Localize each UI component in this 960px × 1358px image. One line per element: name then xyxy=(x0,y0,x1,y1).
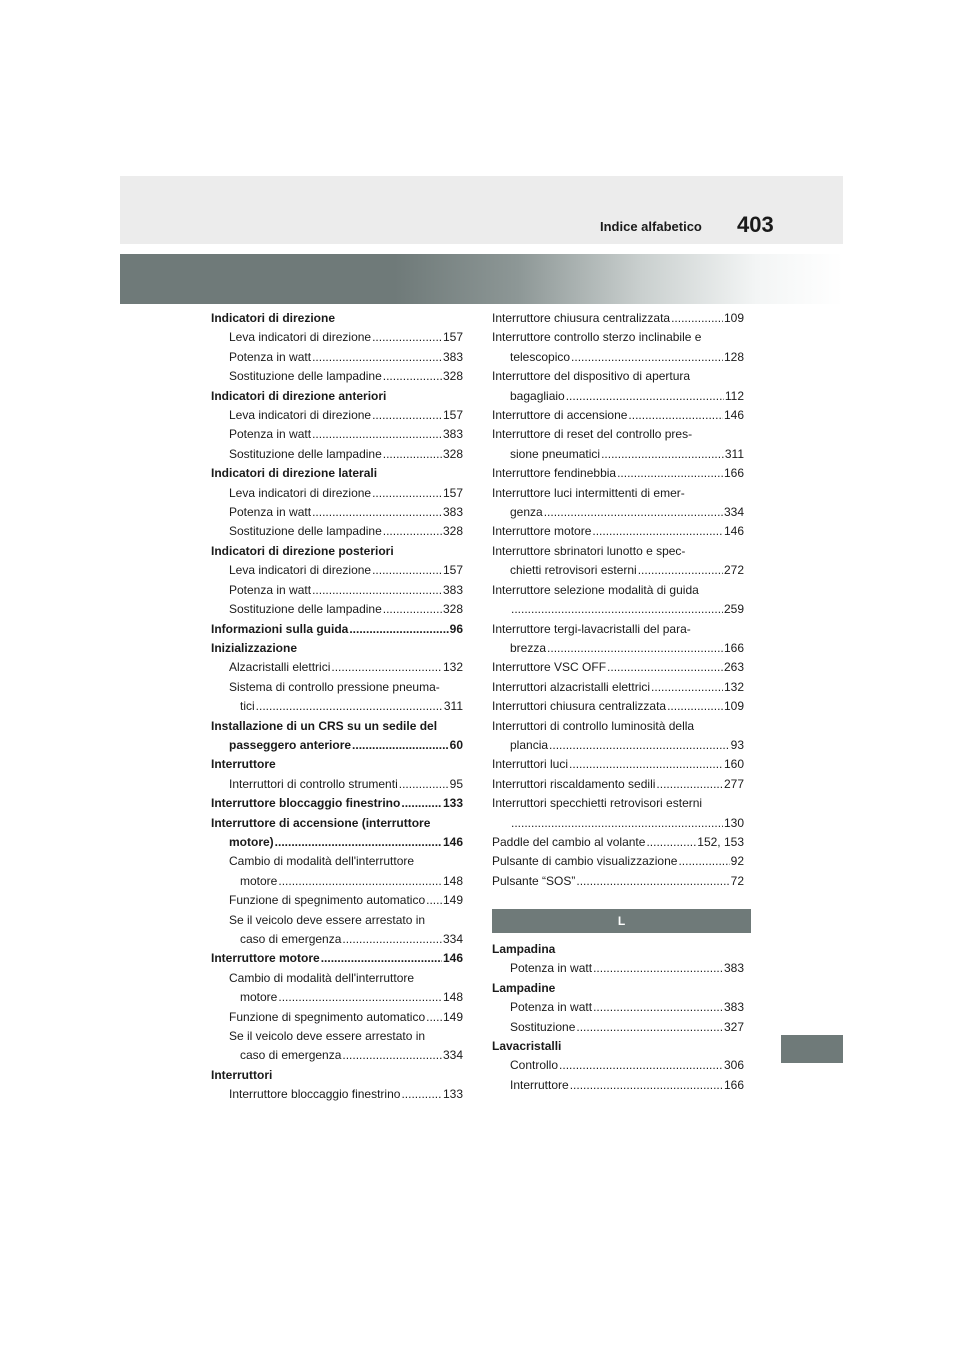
index-entry-text: Interruttore xyxy=(211,757,276,772)
page-reference: 327 xyxy=(723,1019,744,1034)
index-entry-text: Funzione di spegnimento automatico xyxy=(229,893,426,908)
index-entry xyxy=(211,872,463,891)
index-entry-text: Sostituzione delle lampadine xyxy=(229,524,382,539)
index-column-right xyxy=(492,309,744,891)
page-reference: 157 xyxy=(442,485,463,500)
index-entry xyxy=(211,678,463,697)
index-entry xyxy=(492,775,744,794)
index-entry xyxy=(492,736,744,755)
dot-leader xyxy=(372,328,442,347)
index-entry xyxy=(211,522,463,541)
page-reference: 149 xyxy=(442,1009,463,1024)
dot-leader xyxy=(511,600,723,619)
dot-leader xyxy=(667,697,723,716)
dot-leader xyxy=(656,775,723,794)
page-reference: 132 xyxy=(442,660,463,675)
dot-leader xyxy=(312,581,442,600)
dot-leader xyxy=(559,1056,723,1075)
index-entry-text: caso di emergenza xyxy=(240,932,342,946)
index-entry xyxy=(211,367,463,386)
index-entry-text: Interruttori chiusura centralizzata xyxy=(492,699,667,714)
page-reference: 157 xyxy=(442,330,463,345)
index-entry xyxy=(211,309,463,328)
dot-leader xyxy=(544,503,723,522)
index-entry xyxy=(492,464,744,483)
header-band xyxy=(120,176,843,244)
index-entry-text: Interruttore VSC OFF xyxy=(492,660,607,675)
page-reference: 72 xyxy=(730,873,744,888)
index-entry xyxy=(492,658,744,677)
page-reference: 334 xyxy=(723,505,744,520)
index-entry-text: Interruttore motore xyxy=(211,951,320,966)
index-entry xyxy=(492,940,744,959)
index-entry-text: Interruttore motore xyxy=(492,524,592,539)
index-entry xyxy=(492,697,744,716)
index-entry xyxy=(211,445,463,464)
dot-leader xyxy=(399,775,449,794)
index-entry-text: brezza xyxy=(510,640,547,655)
page-reference: 93 xyxy=(730,737,744,752)
index-entry xyxy=(211,891,463,910)
index-entry-text: Funzione di spegnimento automatico xyxy=(229,1009,426,1024)
page-reference: 148 xyxy=(442,990,463,1005)
index-entry-text: Sistema di controllo pressione pneuma- xyxy=(229,679,440,694)
index-entry-text: plancia xyxy=(510,737,549,752)
index-entry xyxy=(492,581,744,600)
page-reference: 109 xyxy=(723,311,744,325)
dot-leader xyxy=(570,1076,723,1095)
index-entry-text: Alzacristalli elettrici xyxy=(229,660,331,675)
index-entry xyxy=(492,445,744,464)
dot-leader xyxy=(383,522,442,541)
page-reference: 112 xyxy=(724,388,744,403)
dot-leader xyxy=(638,561,723,580)
dot-leader xyxy=(607,658,723,677)
index-entry-text: Informazioni sulla guida xyxy=(211,621,349,636)
index-entry xyxy=(492,1076,744,1095)
index-entry xyxy=(492,620,744,639)
index-entry xyxy=(492,1037,744,1056)
index-entry xyxy=(211,658,463,677)
dot-leader xyxy=(671,309,723,328)
index-entry-text: Potenza in watt xyxy=(229,427,312,442)
index-entry-text: Interruttore xyxy=(510,1077,569,1092)
page-reference: 149 xyxy=(442,893,463,908)
index-entry-text: Leva indicatori di direzione xyxy=(229,563,372,578)
index-entry xyxy=(211,852,463,871)
index-entry xyxy=(211,930,463,949)
index-entry xyxy=(492,872,744,891)
page-reference: 160 xyxy=(723,757,744,772)
index-entry xyxy=(492,367,744,386)
dot-leader xyxy=(601,445,724,464)
index-entry xyxy=(492,998,744,1017)
page-reference: 328 xyxy=(442,602,463,617)
dot-leader xyxy=(401,1085,442,1104)
dot-leader xyxy=(372,406,442,425)
page-reference: 109 xyxy=(723,699,744,714)
dot-leader xyxy=(426,891,442,910)
dot-leader xyxy=(331,658,442,677)
index-entry-text: Se il veicolo deve essere arrestato in xyxy=(229,912,426,927)
dot-leader xyxy=(547,639,723,658)
index-entry-text: Sostituzione delle lampadine xyxy=(229,602,382,617)
index-entry-text: Indicatori di direzione anteriori xyxy=(211,388,387,403)
index-entry-text: Interruttore chiusura centralizzata xyxy=(492,311,671,325)
index-entry-text: tici xyxy=(240,699,255,714)
index-entry xyxy=(492,814,744,833)
index-entry xyxy=(211,561,463,580)
index-entry-text: Interruttore controllo sterzo inclinabile e xyxy=(492,330,702,345)
dot-leader xyxy=(349,620,448,639)
page-reference: 128 xyxy=(723,349,744,364)
page-reference: 334 xyxy=(442,932,463,946)
dot-leader xyxy=(678,852,729,871)
index-entry xyxy=(492,309,744,328)
dot-leader xyxy=(593,959,723,978)
dot-leader xyxy=(576,872,729,891)
page-reference: 92 xyxy=(730,854,744,869)
index-entry-text: Sostituzione delle lampadine xyxy=(229,446,382,461)
index-entry-text: Interruttore luci intermittenti di emer- xyxy=(492,485,685,500)
dot-leader xyxy=(278,988,442,1007)
index-entry xyxy=(492,348,744,367)
index-entry xyxy=(492,1056,744,1075)
page-reference: 133 xyxy=(442,796,463,811)
index-entry xyxy=(211,814,463,833)
index-entry-text: Cambio di modalità dell'interruttore xyxy=(229,970,415,985)
index-entry-text: Potenza in watt xyxy=(229,582,312,597)
index-entry xyxy=(211,775,463,794)
dot-leader xyxy=(383,600,442,619)
index-entry-text: Interruttori alzacristalli elettrici xyxy=(492,679,651,694)
index-entry xyxy=(211,503,463,522)
dot-leader xyxy=(651,678,723,697)
index-entry xyxy=(492,542,744,561)
page-reference: 306 xyxy=(723,1058,744,1073)
dot-leader xyxy=(593,998,723,1017)
page-reference: 95 xyxy=(449,776,463,791)
index-section-l xyxy=(492,940,744,1095)
index-entry xyxy=(211,988,463,1007)
dot-leader xyxy=(342,1046,442,1065)
index-entry-text: motore xyxy=(240,990,278,1005)
index-entry xyxy=(211,794,463,813)
page-reference: 148 xyxy=(442,873,463,888)
dot-leader xyxy=(312,348,442,367)
section-header-l: L xyxy=(492,909,751,933)
dot-leader xyxy=(401,794,442,813)
index-entry-text: Interruttori luci xyxy=(492,757,569,772)
index-entry-text: Potenza in watt xyxy=(510,961,593,976)
index-entry xyxy=(211,600,463,619)
index-entry-text: Lavacristalli xyxy=(492,1039,562,1054)
index-entry xyxy=(211,406,463,425)
index-entry xyxy=(211,639,463,658)
index-entry-text: Indicatori di direzione xyxy=(211,311,336,325)
index-entry-text: bagagliaio xyxy=(510,388,565,403)
page-reference: 263 xyxy=(723,660,744,675)
page-reference: 328 xyxy=(442,446,463,461)
index-entry-text: chietti retrovisori esterni xyxy=(510,563,637,578)
page-reference: 383 xyxy=(442,582,463,597)
index-entry xyxy=(211,949,463,968)
index-entry-text: Interruttori di controllo luminosità della xyxy=(492,718,695,733)
index-entry-text: Potenza in watt xyxy=(229,505,312,520)
index-entry xyxy=(211,425,463,444)
index-entry xyxy=(211,736,463,755)
dot-leader xyxy=(278,872,442,891)
index-entry-text: Interruttore di reset del controllo pres- xyxy=(492,427,693,442)
dot-leader xyxy=(576,1018,723,1037)
dot-leader xyxy=(342,930,442,949)
index-entry xyxy=(492,678,744,697)
index-entry xyxy=(211,620,463,639)
index-entry-text: genza xyxy=(510,505,543,520)
page-reference: 166 xyxy=(723,640,744,655)
index-entry-text: Interruttori xyxy=(211,1067,273,1082)
index-entry xyxy=(211,1008,463,1027)
page-reference: 96 xyxy=(449,621,463,636)
page-header-title: Indice alfabetico xyxy=(600,219,702,234)
page-reference: 133 xyxy=(442,1087,463,1102)
index-entry xyxy=(492,522,744,541)
page-reference: 383 xyxy=(723,1000,744,1015)
index-entry-text: Leva indicatori di direzione xyxy=(229,408,372,423)
page-reference: 328 xyxy=(442,369,463,384)
index-column-left xyxy=(211,309,463,1105)
index-entry xyxy=(492,484,744,503)
dot-leader xyxy=(312,503,442,522)
index-entry xyxy=(211,1046,463,1065)
page-reference: 311 xyxy=(443,699,463,714)
dot-leader xyxy=(383,445,442,464)
index-entry xyxy=(492,1018,744,1037)
index-entry-text: Interruttore sbrinatori lunotto e spec- xyxy=(492,543,686,558)
index-entry xyxy=(492,755,744,774)
page-reference: 132 xyxy=(723,679,744,694)
index-entry xyxy=(492,561,744,580)
dot-leader xyxy=(566,387,724,406)
index-entry xyxy=(211,697,463,716)
index-entry-text: Pulsante di cambio visualizzazione xyxy=(492,854,678,869)
thumb-index-tab xyxy=(781,1035,843,1063)
dot-leader xyxy=(592,522,723,541)
page-reference: 146 xyxy=(442,951,463,966)
index-entry xyxy=(211,1085,463,1104)
index-entry-text: Lampadina xyxy=(492,942,556,956)
index-entry xyxy=(211,1027,463,1046)
page-reference: 311 xyxy=(724,446,744,461)
index-entry xyxy=(492,328,744,347)
dot-leader xyxy=(352,736,449,755)
index-entry-text: Paddle del cambio al volante xyxy=(492,834,646,849)
index-entry xyxy=(211,755,463,774)
index-entry-text: Interruttore del dispositivo di apertura xyxy=(492,369,691,384)
page-reference: 146 xyxy=(723,524,744,539)
dot-leader xyxy=(511,814,723,833)
index-entry-text: Potenza in watt xyxy=(229,349,312,364)
page-reference: 146 xyxy=(442,834,463,849)
index-entry-text: sione pneumatici xyxy=(510,446,601,461)
index-entry-text: Interruttore bloccaggio finestrino xyxy=(211,796,401,811)
index-entry-text: Interruttore tergi-lavacristalli del para- xyxy=(492,621,691,636)
index-entry-text: Pulsante “SOS” xyxy=(492,873,576,888)
index-entry xyxy=(211,542,463,561)
index-entry-text: Indicatori di direzione laterali xyxy=(211,466,378,481)
index-entry xyxy=(211,348,463,367)
page-reference: 383 xyxy=(442,427,463,442)
index-entry-text: Interruttore fendinebbia xyxy=(492,466,617,481)
index-entry-text: Leva indicatori di direzione xyxy=(229,485,372,500)
index-entry-text: Interruttori riscaldamento sedili xyxy=(492,776,656,791)
index-entry-text: Interruttori specchietti retrovisori esterni xyxy=(492,796,703,811)
index-entry xyxy=(492,852,744,871)
index-entry-text: motore) xyxy=(229,834,274,849)
index-entry xyxy=(492,425,744,444)
page-reference: 383 xyxy=(442,349,463,364)
index-entry xyxy=(492,406,744,425)
page-reference: 259 xyxy=(723,602,744,617)
page-reference: 130 xyxy=(723,815,744,830)
dot-leader xyxy=(321,949,442,968)
index-entry xyxy=(492,979,744,998)
index-entry-text: Sostituzione delle lampadine xyxy=(229,369,382,384)
index-entry-text: Inizializzazione xyxy=(211,640,298,655)
page-reference: 166 xyxy=(723,1077,744,1092)
dot-leader xyxy=(372,561,442,580)
page-reference: 157 xyxy=(442,408,463,423)
index-entry-text: Cambio di modalità dell'interruttore xyxy=(229,854,415,869)
page-reference: 334 xyxy=(442,1048,463,1063)
page-reference: 328 xyxy=(442,524,463,539)
index-entry-text: Installazione di un CRS su un sedile del xyxy=(211,718,438,733)
index-entry xyxy=(211,911,463,930)
page-reference: 383 xyxy=(723,961,744,976)
page-reference: 166 xyxy=(723,466,744,481)
index-entry-text: Controllo xyxy=(510,1058,559,1073)
index-entry xyxy=(492,503,744,522)
index-entry-text: Interruttore bloccaggio finestrino xyxy=(229,1087,401,1102)
index-entry xyxy=(492,387,744,406)
index-entry xyxy=(211,833,463,852)
index-entry xyxy=(211,1066,463,1085)
page-reference: 383 xyxy=(442,505,463,520)
decorative-gradient-bar xyxy=(120,254,843,304)
index-entry-text: Interruttori di controllo strumenti xyxy=(229,776,398,791)
index-entry-text: Indicatori di direzione posteriori xyxy=(211,543,394,558)
page-reference: 146 xyxy=(723,408,744,423)
index-entry xyxy=(211,717,463,736)
index-entry-text: motore xyxy=(240,873,278,888)
dot-leader xyxy=(426,1008,442,1027)
dot-leader xyxy=(383,367,442,386)
page-reference: 60 xyxy=(449,737,463,752)
dot-leader xyxy=(617,464,723,483)
index-entry-text: caso di emergenza xyxy=(240,1048,342,1063)
dot-leader xyxy=(312,425,442,444)
index-entry-text: Interruttore selezione modalità di guida xyxy=(492,582,699,597)
page-reference: 157 xyxy=(442,563,463,578)
index-entry-text: Sostituzione xyxy=(510,1019,576,1034)
page-number: 403 xyxy=(737,212,774,237)
page-reference: 277 xyxy=(723,776,744,791)
index-entry-text: Potenza in watt xyxy=(510,1000,593,1015)
page-reference: 152, 153 xyxy=(697,834,744,849)
index-entry xyxy=(211,464,463,483)
index-entry-text: Se il veicolo deve essere arrestato in xyxy=(229,1029,426,1044)
index-entry xyxy=(211,969,463,988)
dot-leader xyxy=(646,833,696,852)
dot-leader xyxy=(275,833,442,852)
dot-leader xyxy=(569,755,723,774)
index-entry-text: telescopico xyxy=(510,349,571,364)
index-entry xyxy=(492,639,744,658)
index-entry xyxy=(492,794,744,813)
index-entry-text: Leva indicatori di direzione xyxy=(229,330,372,345)
dot-leader xyxy=(372,484,442,503)
index-entry-text: Lampadine xyxy=(492,980,556,995)
index-entry-text: Interruttore di accensione xyxy=(492,408,628,423)
dot-leader xyxy=(571,348,723,367)
index-entry xyxy=(492,833,744,852)
index-entry xyxy=(211,581,463,600)
page-reference: 272 xyxy=(723,563,744,578)
index-entry xyxy=(492,600,744,619)
index-entry-text: passeggero anteriore xyxy=(229,737,352,752)
index-entry xyxy=(211,328,463,347)
index-entry xyxy=(211,387,463,406)
index-entry xyxy=(492,717,744,736)
index-entry xyxy=(492,959,744,978)
index-entry-text: Interruttore di accensione (interruttore xyxy=(211,815,431,830)
index-entry xyxy=(211,484,463,503)
dot-leader xyxy=(256,697,443,716)
dot-leader xyxy=(549,736,730,755)
dot-leader xyxy=(628,406,723,425)
